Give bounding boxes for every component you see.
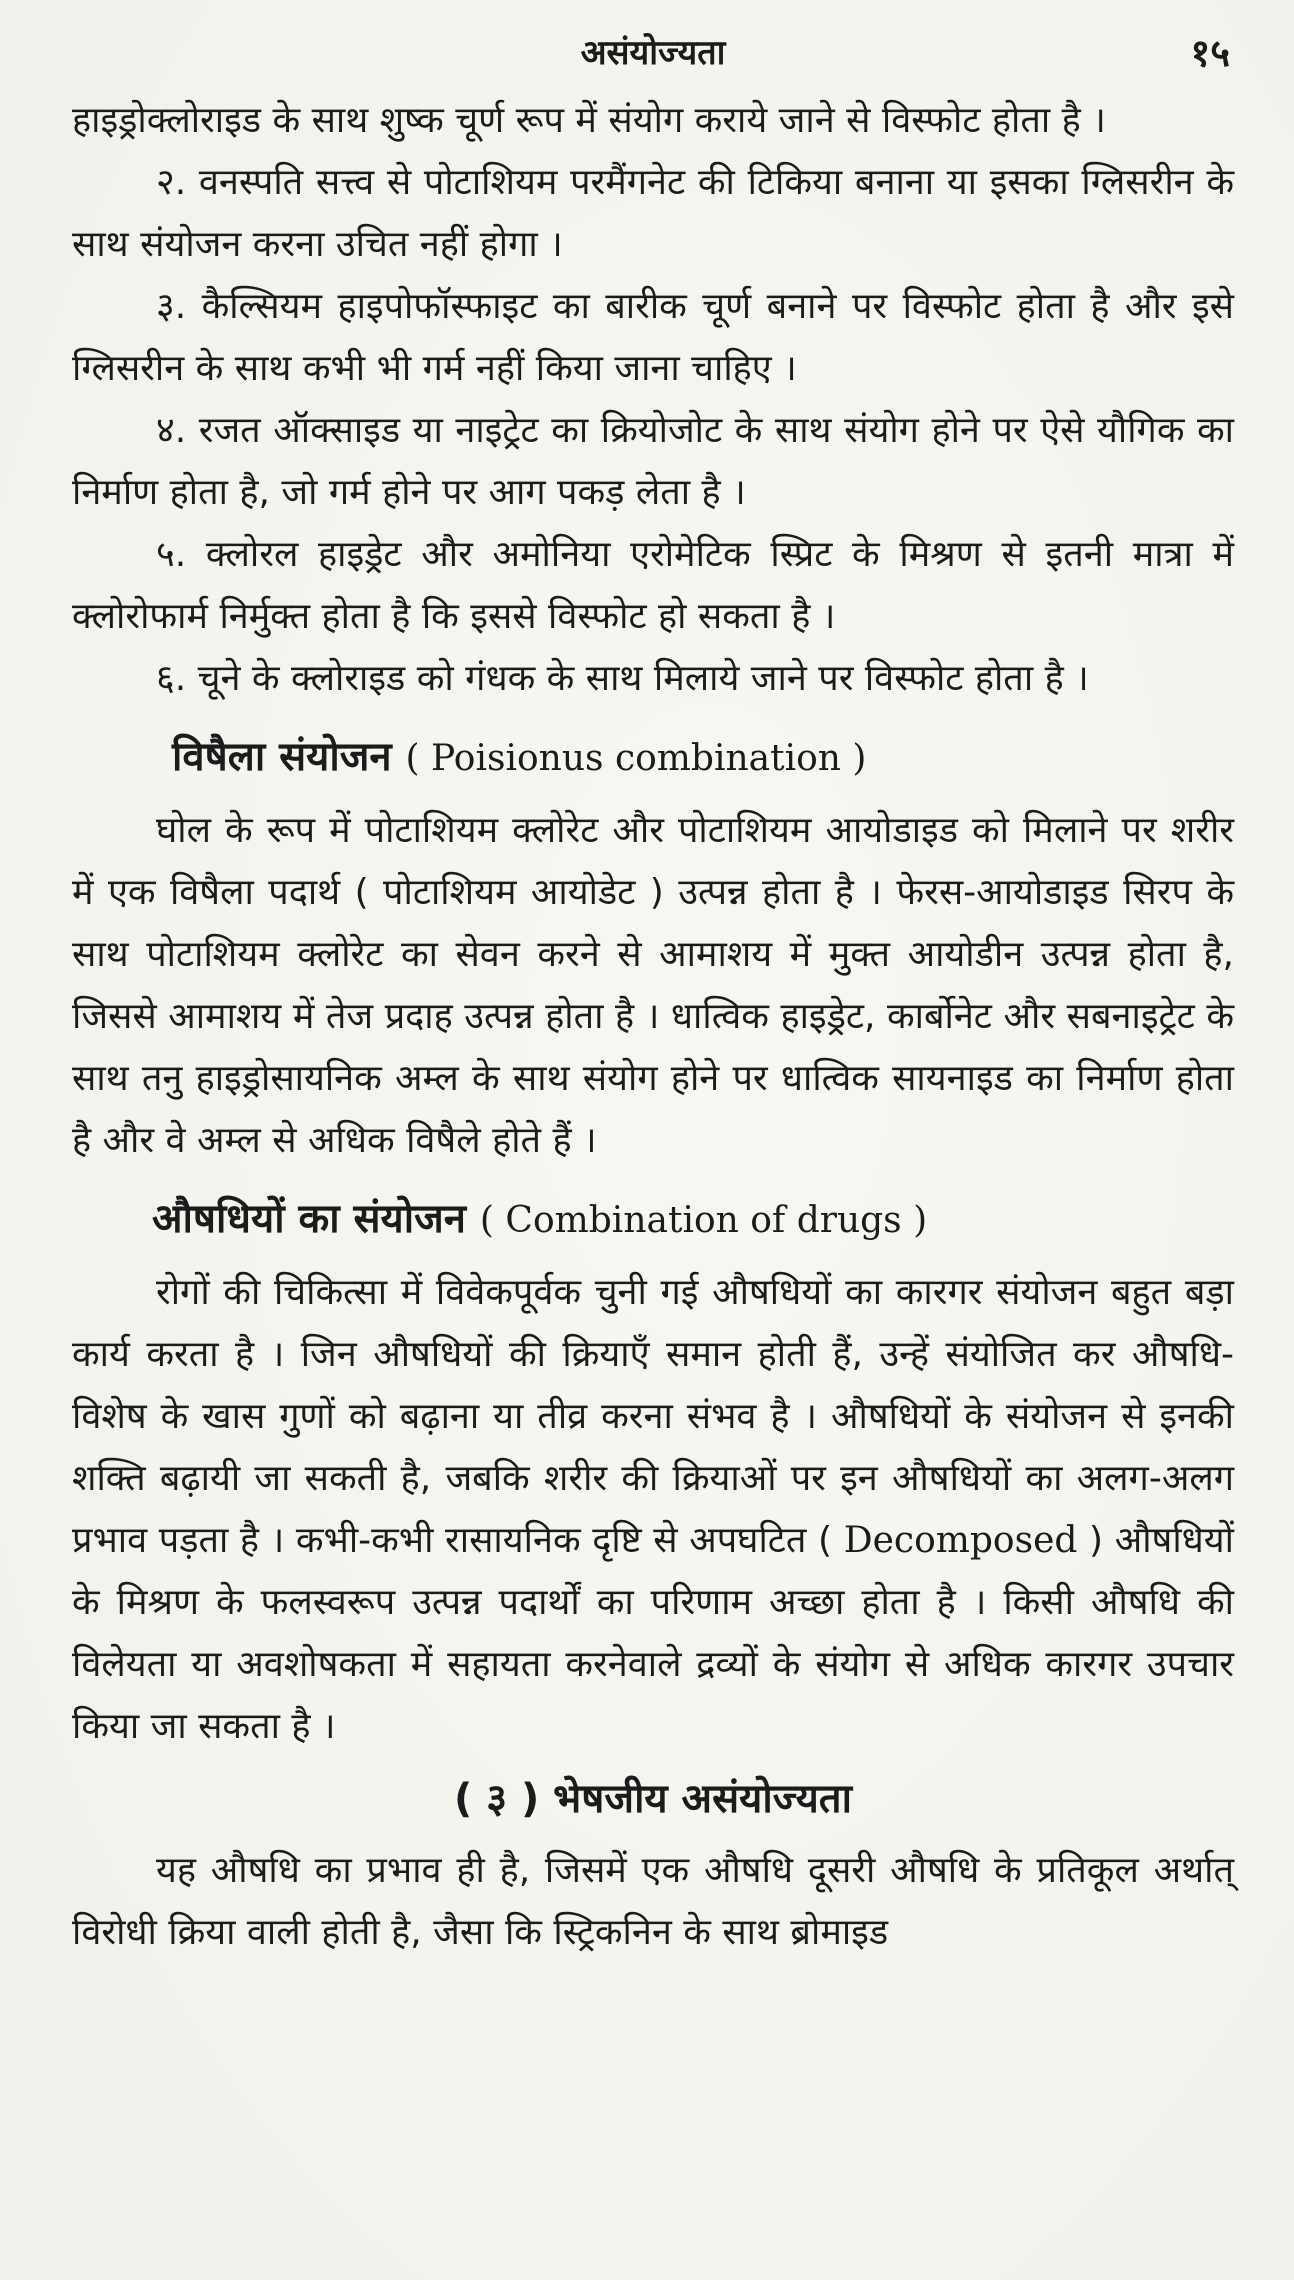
drug-combination-heading — [72, 1186, 1234, 1254]
drugs-heading-english: ( Combination of drugs ) — [479, 1200, 928, 1241]
decomposed-term: Decomposed — [843, 1520, 1078, 1561]
poisonous-combination-paragraph: घोल के रूप में पोटाशियम क्लोरेट और पोटाशियम आयोडाइड को मिलाने पर शरीर में एक विषैला पदार्थ ( पोटाशियम आयोडेट ) उत्पन्न होता है । फेरस-आयोडाइड सिरप के साथ पोटाशियम क्लोरेट का सेवन करने से आमाशय में मुक्त आयोडीन उत्पन्न होता है, जिससे आमाशय में तेज प्रदाह उत्पन्न होता है । धात्विक हाइड्रेट, कार्बोनेट और सबनाइट्रेट के साथ तनु हाइड्रोसायनिक अम्ल के साथ संयोग होने पर धात्विक सायनाइड का निर्माण होता है और वे अम्ल से अधिक विषैले होते हैं । — [72, 810, 1235, 1161]
drugs-body-part1: रोगों की चिकित्सा में विवेकपूर्वक चुनी गई औषधियों का कारगर संयोजन बहुत बड़ा कार्य करता है । जिन औषधियों की क्रियाएँ समान होती हैं, उन्हें संयोजित कर औषधि-विशेष के खास गुणों को बढ़ाना या तीव्र करना संभव है । औषधियों के संयोजन से इनकी शक्ति बढ़ायी जा सकती है, जबकि शरीर की क्रियाओं पर इन औषधियों का अलग-अलग प्रभाव पड़ता है । कभी-कभी रासायनिक दृष्टि से अपघटित ( — [72, 1272, 1234, 1561]
drugs-heading-hindi: औषधियों का संयोजन — [152, 1196, 466, 1242]
header-title: असंयोज्यता — [580, 33, 726, 73]
numbered-item-4: ४. रजत ऑक्साइड या नाइट्रेट का क्रियोजोट के साथ संयोग होने पर ऐसे यौगिक का निर्माण होता है, जो गर्म होने पर आग पकड़ लेता है । — [72, 410, 1234, 513]
pharmaceutical-incompatibility-paragraph: यह औषधि का प्रभाव ही है, जिसमें एक औषधि दूसरी औषधि के प्रतिकूल अर्थात् विरोधी क्रिया वाली होती है, जैसा कि स्ट्रिकनिन के साथ ब्रोमाइड — [72, 1850, 1234, 1953]
intro-paragraph: हाइड्रोक्लोराइड के साथ शुष्क चूर्ण रूप में संयोग कराये जाने से विस्फोट होता है । — [72, 100, 1106, 141]
poisonous-heading-hindi: विषैला संयोजन — [172, 734, 392, 780]
numbered-item-5: ५. क्लोरल हाइड्रेट और अमोनिया एरोमेटिक स्प्रिट के मिश्रण से इतनी मात्रा में क्लोरोफार्म निर्मुक्त होता है कि इससे विस्फोट हो सकता है । — [72, 534, 1234, 637]
numbered-item-6: ६. चूने के क्लोराइड को गंधक के साथ मिलाये जाने पर विस्फोट होता है । — [156, 658, 1089, 699]
poisonous-heading-english: ( Poisionus combination ) — [405, 738, 867, 779]
drug-combination-paragraph — [72, 1262, 1234, 1758]
page-number: १५ — [1190, 31, 1230, 75]
drugs-body-part2: ) औषधियों के मिश्रण के फलस्वरूप उत्पन्न पदार्थों का परिणाम अच्छा होता है । किसी औषधि की विलेयता या अवशोषकता में सहायता करनेवाले द्रव्यों के संयोग से अधिक कारगर उपचार किया जा सकता है । — [72, 1520, 1235, 1747]
running-head — [72, 20, 1234, 90]
pharmaceutical-incompatibility-heading: ( ३ ) भेषजीय असंयोज्यता — [454, 1776, 852, 1822]
poisonous-combination-heading — [72, 724, 1234, 792]
numbered-item-2: २. वनस्पति सत्त्व से पोटाशियम परमैंगनेट की टिकिया बनाना या इसका ग्लिसरीन के साथ संयोजन करना उचित नहीं होगा । — [72, 162, 1234, 265]
numbered-item-3: ३. कैल्सियम हाइपोफॉस्फाइट का बारीक चूर्ण बनाने पर विस्फोट होता है और इसे ग्लिसरीन के साथ कभी भी गर्म नहीं किया जाना चाहिए । — [72, 286, 1234, 389]
